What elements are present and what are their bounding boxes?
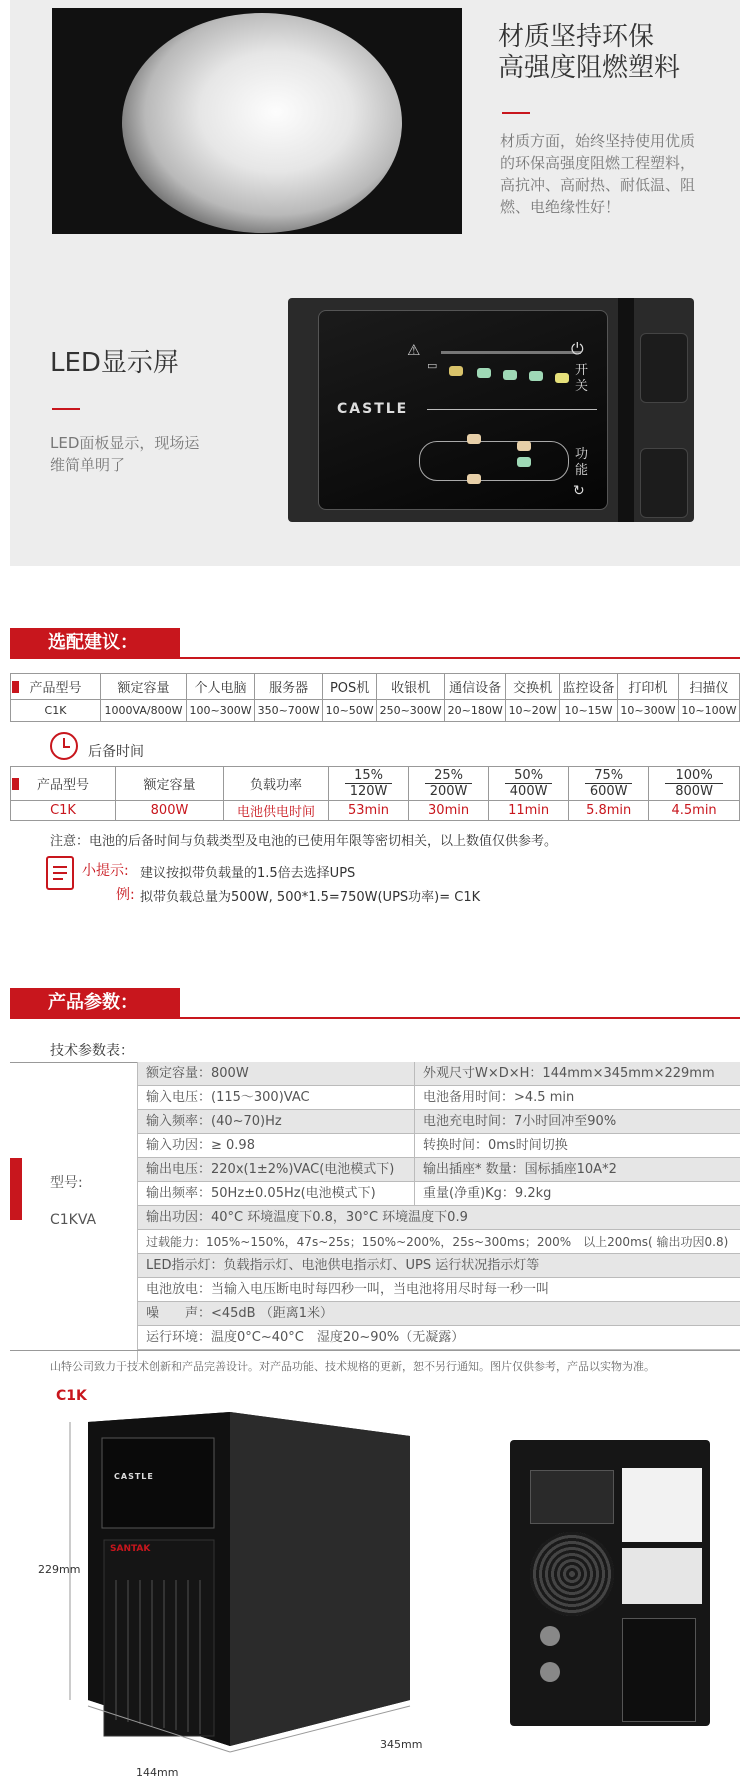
table-cell: 电池供电时间	[224, 801, 329, 821]
param-row: LED指示灯：负载指示灯、电池供电指示灯、UPS 运行状况指示灯等	[138, 1254, 740, 1278]
load-15: 15% 120W	[329, 767, 409, 801]
table-cell: 350~700W	[255, 700, 323, 722]
disclaimer: 山特公司致力于技术创新和产品完善设计。对产品功能、技术规格的更新，恕不另行通知。图片仅供参考，产品以实物为准。	[50, 1360, 655, 1373]
table-header: POS机	[323, 674, 377, 700]
selection-table	[10, 673, 740, 722]
table-cell: 10~100W	[678, 700, 739, 722]
table-header: 服务器	[255, 674, 323, 700]
param-row: 噪 声：<45dB （距离1米）	[138, 1302, 740, 1326]
table-header: 交换机	[506, 674, 560, 700]
table-header: 打印机	[617, 674, 678, 700]
table-cell: 11min	[489, 801, 569, 821]
led-indicator	[555, 373, 569, 383]
material-title-2: 高强度阻燃塑料	[498, 53, 681, 83]
power-icon: ⏻	[571, 339, 584, 358]
led-indicator	[503, 370, 517, 380]
param-row: 输出功因：40°C 环境温度下0.8，30°C 环境温度下0.9	[138, 1206, 740, 1230]
params-heading: 产品参数：	[10, 988, 180, 1018]
led-desc: LED面板显示，现场运 维简单明了	[50, 434, 200, 474]
refresh-icon: ↻	[573, 483, 585, 499]
param-row: 输入功因：≥ 0.98 转换时间：0ms时间切换	[138, 1134, 740, 1158]
led-accent-line	[52, 408, 80, 410]
table-cell: 10~300W	[617, 700, 678, 722]
table-header: 监控设备	[560, 674, 618, 700]
table-cell: 5.8min	[569, 801, 649, 821]
table-cell: 100~300W	[187, 700, 255, 722]
width-dimension: 144mm	[136, 1766, 179, 1779]
param-row: 输入频率：(40~70)Hz 电池充电时间：7小时回冲至90%	[138, 1110, 740, 1134]
table-cell: 800W	[116, 801, 224, 821]
tip-label: 小提示:	[82, 863, 129, 879]
tip-text: 建议按拟带负载量的1.5倍去选择UPS	[140, 866, 356, 881]
table-header: 产品型号	[11, 767, 116, 801]
led-panel-photo	[288, 298, 694, 522]
power-label: 开 关	[575, 363, 589, 394]
table-cell: 250~300W	[377, 700, 445, 722]
load-50: 50% 400W	[489, 767, 569, 801]
table-header: 个人电脑	[187, 674, 255, 700]
function-label: 功 能	[575, 447, 589, 478]
model-label: 型号:	[50, 1175, 83, 1191]
backup-time-label: 后备时间	[88, 744, 144, 760]
table-header: 额定容量	[101, 674, 187, 700]
led-title: LED显示屏	[50, 348, 179, 378]
table-header: 产品型号	[11, 674, 101, 700]
selection-heading: 选配建议：	[10, 628, 180, 658]
warning-icon: ⚠	[407, 341, 421, 359]
table-cell: 10~20W	[506, 700, 560, 722]
table-header: 通信设备	[445, 674, 506, 700]
table-cell: C1K	[11, 801, 116, 821]
table-cell: 53min	[329, 801, 409, 821]
led-indicator	[449, 366, 463, 376]
params-table-title: 技术参数表：	[50, 1043, 134, 1059]
battery-icon: ▭	[427, 359, 438, 372]
model-value: C1KVA	[50, 1212, 97, 1228]
height-dimension: 229mm	[38, 1563, 81, 1576]
led-indicator	[529, 371, 543, 381]
table-cell: 30min	[409, 801, 489, 821]
table-header: 额定容量	[116, 767, 224, 801]
material-desc: 材质方面，始终坚持使用优质 的环保高强度阻燃工程塑料， 高抗冲、高耐热、耐低温、阻 燃、电绝缘性好！	[500, 132, 696, 216]
load-25: 25% 200W	[409, 767, 489, 801]
led-indicator	[477, 368, 491, 378]
product-model: C1K	[56, 1388, 87, 1404]
santak-logo: SANTAK	[110, 1544, 151, 1554]
castle-brand: CASTLE	[337, 401, 409, 417]
depth-dimension: 345mm	[380, 1738, 423, 1751]
example-text: 拟带负载总量为500W, 500*1.5=750W(UPS功率)= C1K	[140, 890, 481, 905]
clock-icon	[50, 732, 78, 760]
clipboard-icon	[46, 856, 74, 890]
param-row: 输入电压：(115～300)VAC 电池备用时间：>4.5 min	[138, 1086, 740, 1110]
table-cell: C1K	[11, 700, 101, 722]
table-header: 扫描仪	[678, 674, 739, 700]
table-cell: 1000VA/800W	[101, 700, 187, 722]
title-accent-line	[502, 112, 530, 114]
fan-icon	[530, 1532, 614, 1616]
ups-back-illustration	[510, 1440, 710, 1726]
param-row: 过载能力：105%~150%，47s~25s；150%~200%，25s~300ms；200% 以上200ms( 输出功因0.8)	[138, 1230, 740, 1254]
param-row: 额定容量：800W 外观尺寸W×D×H：144mm×345mm×229mm	[138, 1062, 740, 1086]
table-cell: 10~50W	[323, 700, 377, 722]
param-row: 电池放电：当输入电压断电时每四秒一叫，当电池将用尽时每一秒一叫	[138, 1278, 740, 1302]
load-75: 75% 600W	[569, 767, 649, 801]
material-title-1: 材质坚持环保	[498, 22, 655, 52]
example-label: 例:	[116, 887, 135, 903]
table-header: 负载功率	[224, 767, 329, 801]
table-cell: 20~180W	[445, 700, 506, 722]
param-row: 输出电压：220x(1±2%)VAC(电池模式下) 输出插座* 数量：国标插座10A*2	[138, 1158, 740, 1182]
front-castle-brand: CASTLE	[114, 1472, 154, 1481]
table-cell: 10~15W	[560, 700, 618, 722]
ups-front-illustration	[40, 1400, 440, 1786]
param-row: 运行环境：温度0°C~40°C 湿度20~90%（无凝露）	[138, 1326, 740, 1350]
backup-table	[10, 766, 740, 821]
table-cell: 4.5min	[649, 801, 740, 821]
pellets-photo	[52, 8, 462, 234]
flow-diagram	[419, 441, 569, 481]
load-100: 100% 800W	[649, 767, 740, 801]
param-row: 输出频率：50Hz±0.05Hz(电池模式下) 重量(净重)Kg：9.2kg	[138, 1182, 740, 1206]
note-text: 注意：电池的后备时间与负载类型及电池的已使用年限等密切相关，以上数值仅供参考。	[50, 834, 558, 849]
table-header: 收银机	[377, 674, 445, 700]
